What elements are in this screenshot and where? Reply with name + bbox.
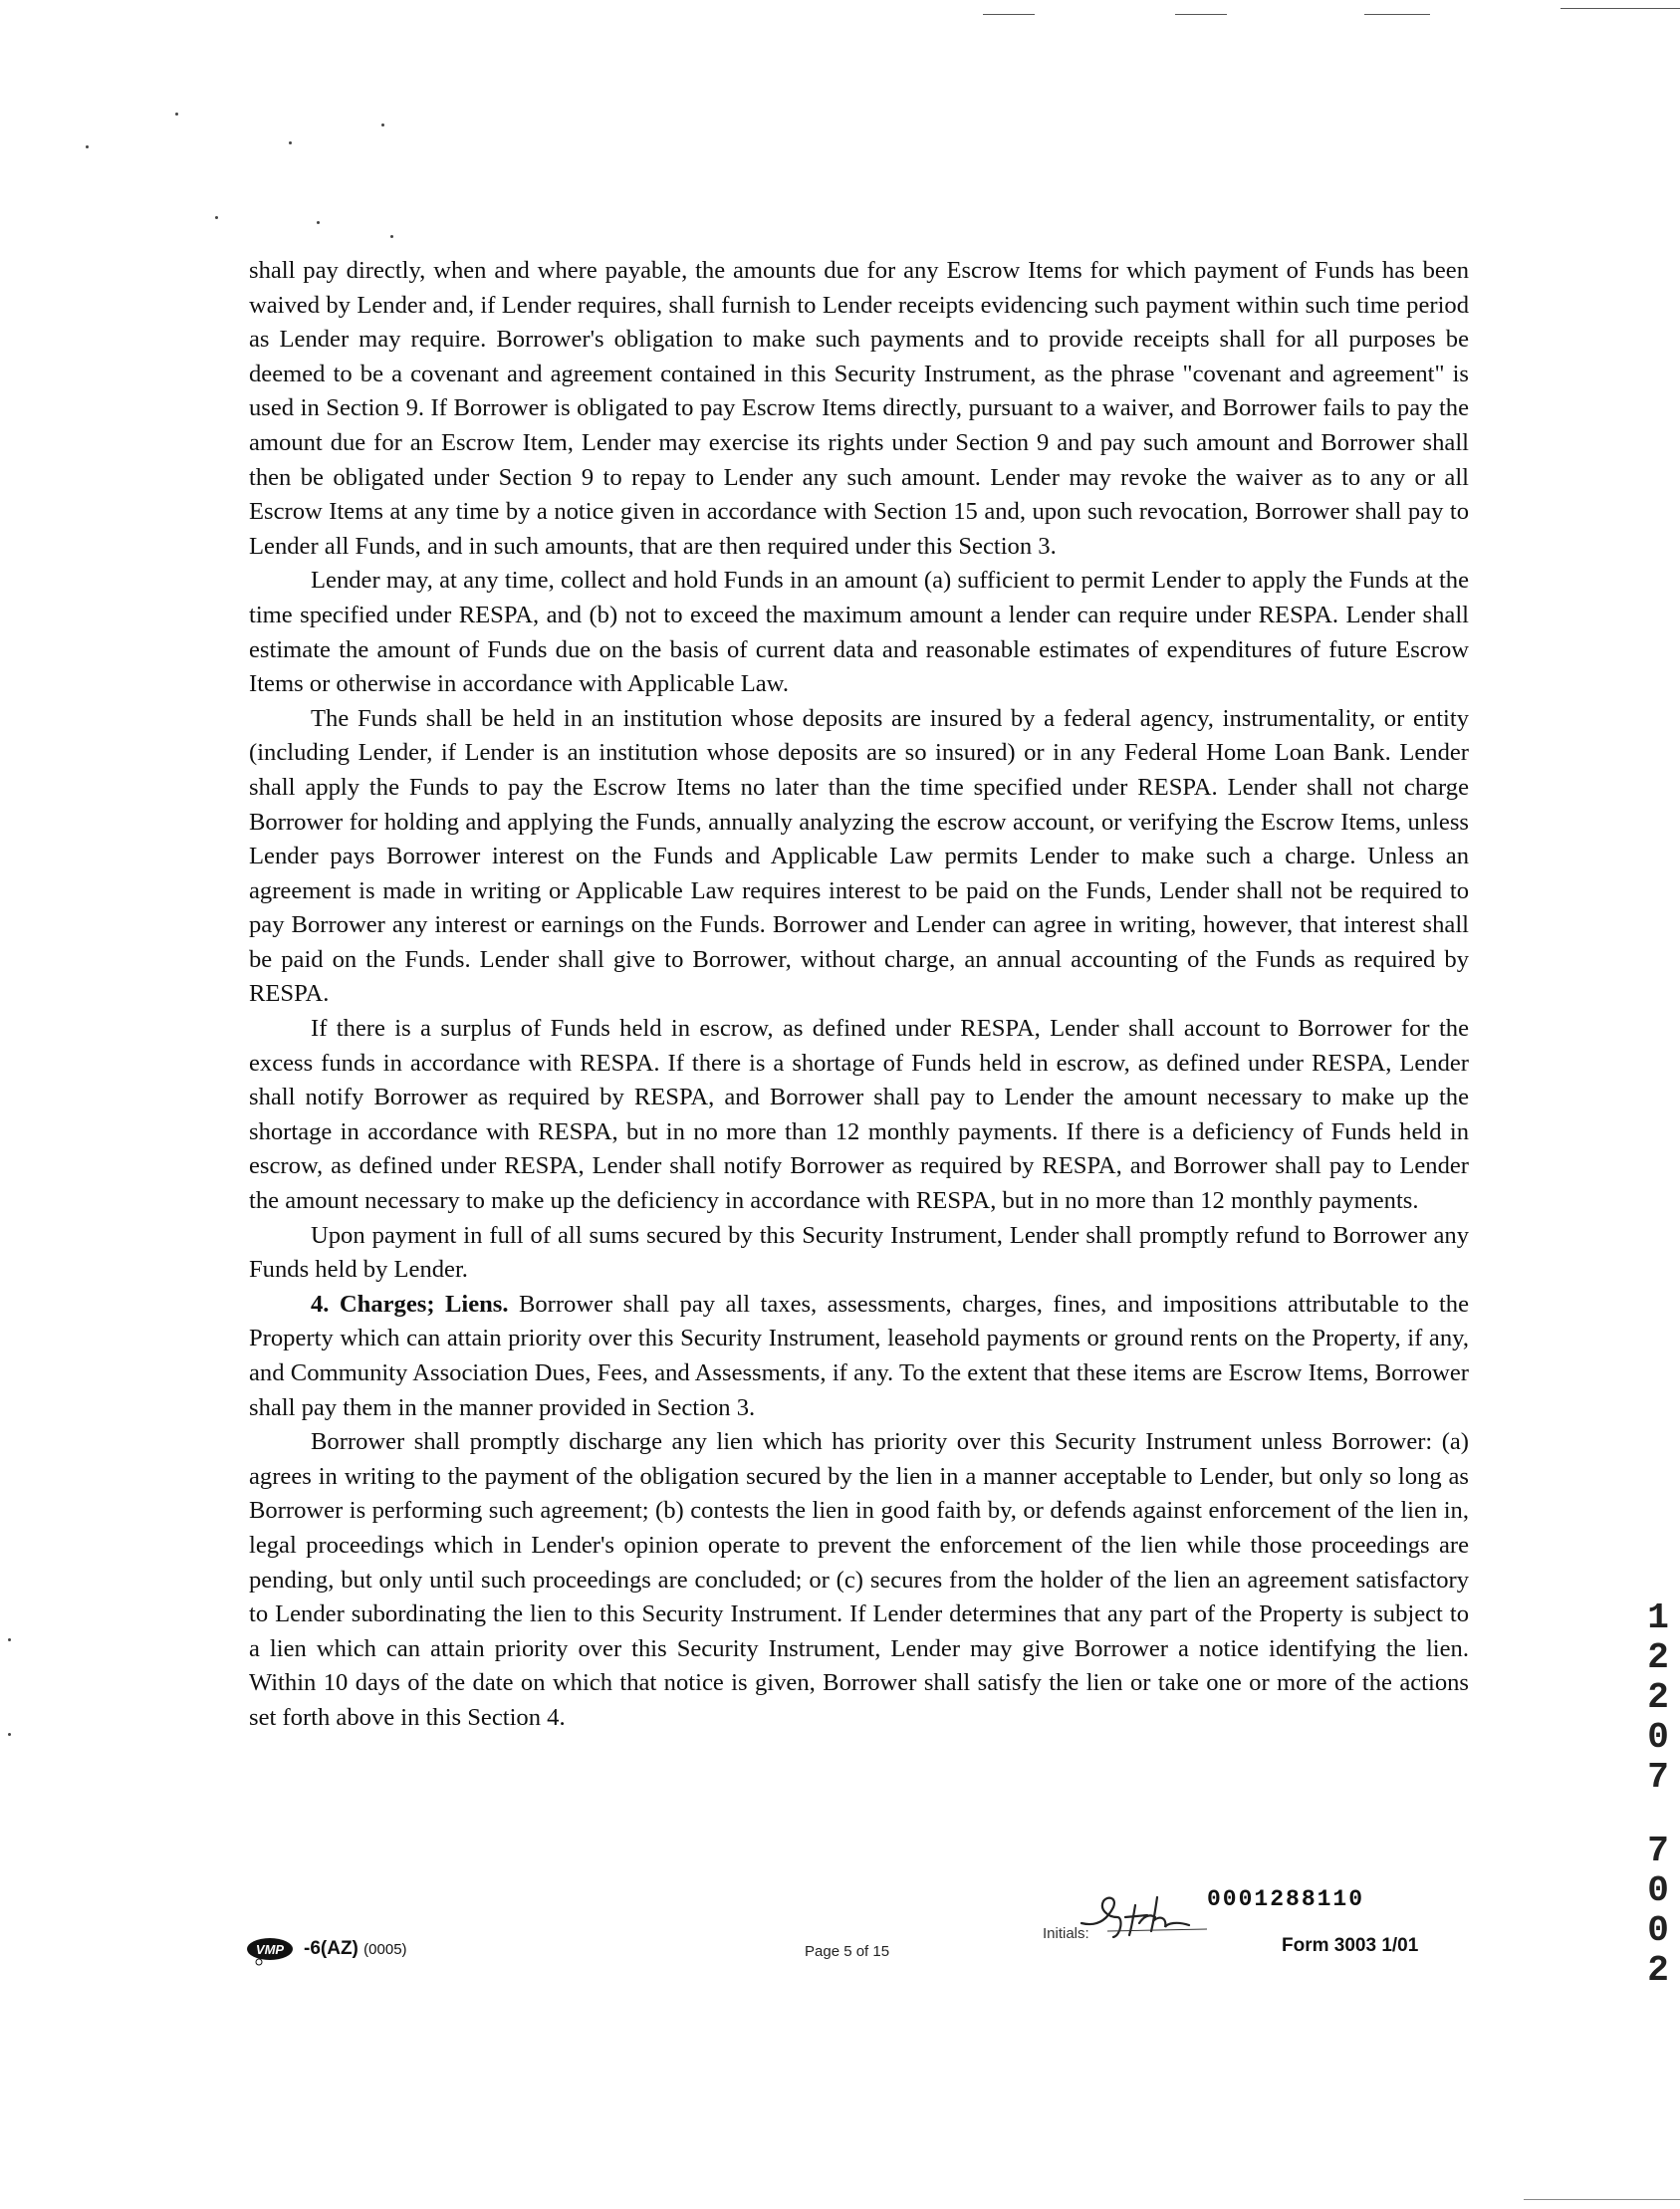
- recording-digit: 7: [1647, 1757, 1669, 1798]
- scan-speck: [86, 145, 89, 148]
- vmp-logo-icon: [246, 1936, 296, 1966]
- scan-rule: [1364, 14, 1430, 15]
- paragraph-escrow-waiver: shall pay directly, when and where payable, the amounts due for any Escrow Items for which payment of Funds has been waived by Lender and, if Lender requires, shall furnish to Lender receipts evidencing such payment within such time period as Lender may require. Borrower's obligation to make such payments and to provide receipts shall for all purposes be deemed to be a covenant and agreement contained in this Security Instrument, as the phrase "covenant and agreement" is used in Section 9. If Borrower is obligated to pay Escrow Items directly, pursuant to a waiver, and Borrower fails to pay the amount due for an Escrow Item, Lender may exercise its rights under Section 9 and pay such amount and Borrower shall then be obligated under Section 9 to repay to Lender any such amount. Lender may revoke the waiver as to any or all Escrow Items at any time by a notice given in accordance with Section 15 and, upon such revocation, Borrower shall pay to Lender all Funds, and in such amounts, that are then required under this Section 3.: [249, 257, 1469, 560]
- paragraph-charges-liens: [249, 1288, 1469, 1425]
- scan-speck: [381, 123, 384, 126]
- scan-speck: [390, 235, 393, 238]
- recording-digit: 0: [1647, 1910, 1669, 1951]
- form-code-main: -6(AZ): [304, 1938, 359, 1959]
- scan-rule: [1175, 14, 1227, 15]
- scan-speck: [317, 221, 320, 224]
- section-body: Borrower shall pay all taxes, assessments, charges, fines, and impositions attributable to the Property which can attain priority over this Security Instrument, leasehold payments or ground rents on the Property, if any, and Community Association Dues, Fees, and Assessments, if any. To the extent that these items are Escrow Items, Borrower shall pay them in the manner provided in Section 3.: [249, 1290, 1469, 1421]
- scan-rule: [983, 14, 1035, 15]
- recording-digit: 1: [1647, 1597, 1669, 1638]
- paragraph-funds-held: The Funds shall be held in an institution whose deposits are insured by a federal agency, instrumentality, or entity (including Lender, if Lender is an institution whose deposits are so insured) or in any Federal Home Loan Bank. Lender shall apply the Funds to pay the Escrow Items no later than the time specified under RESPA. Lender shall not charge Borrower for holding and applying the Funds, annually analyzing the escrow account, or verifying the Escrow Items, unless Lender pays Borrower interest on the Funds and Applicable Law permits Lender to make such a charge. Unless an agreement is made in writing or Applicable Law requires interest to be paid on the Funds, Lender shall not be required to pay Borrower any interest or earnings on the Funds. Borrower and Lender can agree in writing, however, that interest shall be paid on the Funds. Lender shall give to Borrower, without charge, an annual accounting of the Funds as required by RESPA.: [249, 704, 1469, 1008]
- section-heading: 4. Charges; Liens.: [311, 1290, 509, 1318]
- scan-rule: [1524, 2199, 1680, 2200]
- paragraph-discharge-lien: Borrower shall promptly discharge any lien which has priority over this Security Instrument unless Borrower: (a) agrees in writing to the payment of the obligation secured by the lien in a manner acceptable to Lender, but only so long as Borrower is performing such agreement; (b) contests the lien in good faith by, or defends against enforcement of the lien in, legal proceedings which in Lender's opinion operate to prevent the enforcement of the lien while those proceedings are pending, but only until such proceedings are concluded; or (c) secures from the holder of the lien an agreement satisfactory to Lender subordinating the lien to this Security Instrument. If Lender determines that any part of the Property is subject to a lien which can attain priority over this Security Instrument, Lender may give Borrower a notice identifying the lien. Within 10 days of the date on which that notice is given, Borrower shall satisfy the lien or take one or more of the actions set forth above in this Section 4.: [249, 1428, 1469, 1731]
- initials-label: Initials:: [1043, 1925, 1089, 1942]
- vmp-logo-text: VMP: [255, 1942, 285, 1957]
- form-id: Form 3003 1/01: [1282, 1935, 1419, 1956]
- scan-speck: [215, 216, 218, 219]
- scan-speck: [289, 141, 292, 144]
- recording-number: [1641, 1598, 1675, 1991]
- paragraph-refund: Upon payment in full of all sums secured by this Security Instrument, Lender shall promptly refund to Borrower any Funds held by Lender.: [249, 1221, 1469, 1284]
- scan-rule: [1560, 8, 1680, 9]
- recording-digit: 0: [1647, 1717, 1669, 1758]
- initials-signature-icon: [1078, 1887, 1227, 1942]
- recording-digit: 0: [1647, 1870, 1669, 1911]
- recording-digit: 2: [1647, 1677, 1669, 1718]
- form-code: [304, 1938, 407, 1960]
- recording-digit: 2: [1647, 1950, 1669, 1991]
- scan-speck: [175, 113, 178, 116]
- recording-digit: 2: [1647, 1637, 1669, 1678]
- paragraph-surplus-shortage: If there is a surplus of Funds held in escrow, as defined under RESPA, Lender shall account to Borrower for the excess funds in accordance with RESPA. If there is a shortage of Funds held in escrow, as defined under RESPA, Lender shall notify Borrower as required by RESPA, and Borrower shall pay to Lender the amount necessary to make up the shortage in accordance with RESPA, but in no more than 12 monthly payments. If there is a deficiency of Funds held in escrow, as defined under RESPA, Lender shall notify Borrower as required by RESPA, and Borrower shall pay to Lender the amount necessary to make up the deficiency in accordance with RESPA, but in no more than 12 monthly payments.: [249, 1015, 1469, 1215]
- body-text: [249, 254, 1469, 1736]
- loan-number: 0001288110: [1207, 1886, 1365, 1912]
- paragraph-collect-funds: Lender may, at any time, collect and hold Funds in an amount (a) sufficient to permit Lender to apply the Funds at the time specified under RESPA, and (b) not to exceed the maximum amount a lender can require under RESPA. Lender shall estimate the amount of Funds due on the basis of current data and reasonable estimates of expenditures of future Escrow Items or otherwise in accordance with Applicable Law.: [249, 567, 1469, 698]
- scan-speck: [8, 1638, 11, 1641]
- form-code-suffix: (0005): [363, 1941, 407, 1958]
- scan-speck: [8, 1733, 11, 1736]
- recording-digit: 7: [1647, 1831, 1669, 1871]
- page-number: Page 5 of 15: [805, 1943, 890, 1960]
